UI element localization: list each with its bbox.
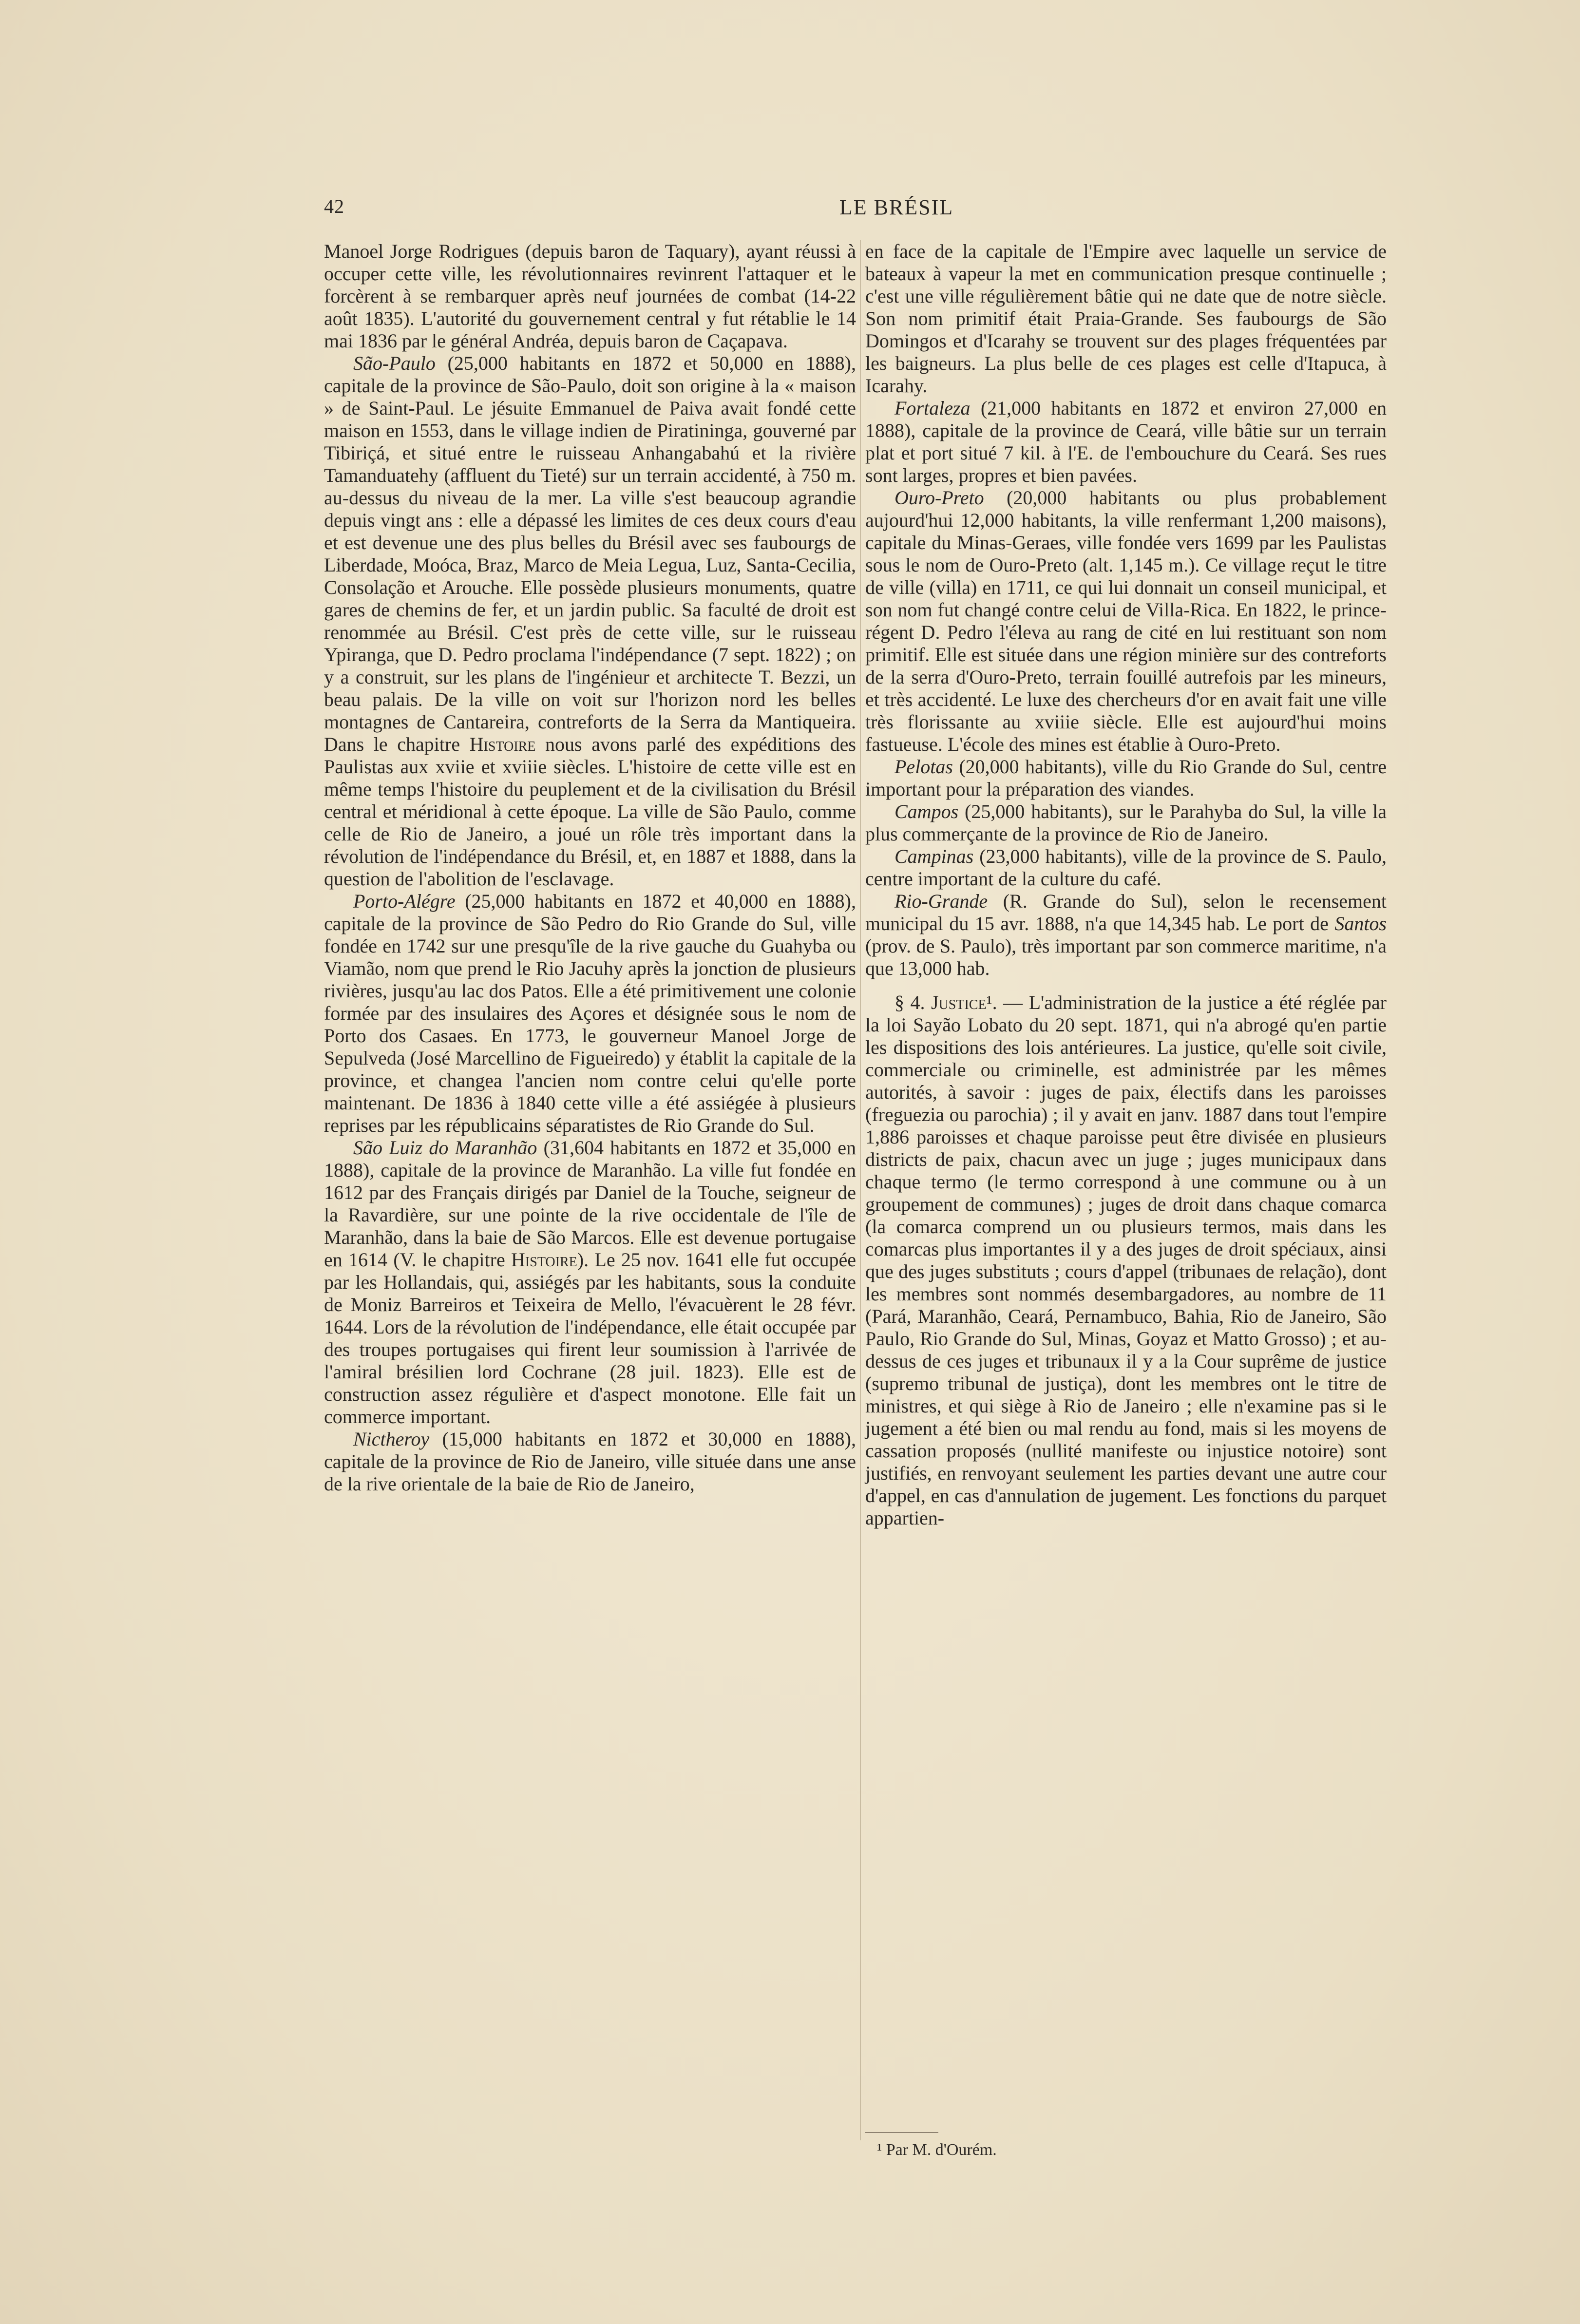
paragraph-ouro-preto: Ouro-Preto (20,000 habitants ou plus probablement aujourd'hui 12,000 habitants, la ville renfermant 1,200 maisons), capitale du Minas-Geraes, ville fondée vers 1699 par les Paulistas sous le nom de Ouro-Preto (alt. 1,145 m.). Ce village reçut le titre de ville (villa) en 1711, ce qui lui donnait un conseil municipal, et son nom fut changé contre celui de Villa-Rica. En 1822, le prince-régent D. Pedro l'éleva au rang de cité en lui restituant son nom primitif. Elle est située dans une région minière sur des contreforts de la serra d'Ouro-Preto, terrain fouillé autrefois par les mineurs, et très accidenté. Le luxe des chercheurs d'or en avait fait une ville très florissante au xviiie siècle. Elle est aujourd'hui moins fastueuse. L'école des mines est établie à Ouro-Preto. [865,487,1387,755]
footnote: ¹ Par M. d'Ourém. [877,2141,997,2159]
right-column [865,240,1387,1529]
place-name: Pelotas [895,756,953,778]
column-divider [860,240,861,2140]
place-name: São-Paulo [353,352,436,374]
paragraph-campos: Campos (25,000 habitants), sur le Parahyba do Sul, la ville la plus commerçante de la province de Rio de Janeiro. [865,800,1387,845]
place-name: Campinas [895,845,974,867]
paragraph-sao-luiz: São Luiz do Maranhão (31,604 habitants en 1872 et 35,000 en 1888), capitale de la province de Maranhão. La ville fut fondée en 1612 par des Français dirigés par Daniel de la Touche, seigneur de la Ravardière, sur une pointe de la rive occidentale de l'île de Maranhão, dans la baie de São Marcos. Elle est devenue portugaise en 1614 (V. le chapitre Histoire). Le 25 nov. 1641 elle fut occupée par les Hollandais, qui, assiégés par les habitants, sous la conduite de Moniz Barreiros et Teixeira de Mello, l'évacuèrent le 28 févr. 1644. Lors de la révolution de l'indépendance, elle était occupée par des troupes portugaises qui firent leur soumission à l'arrivée de l'amiral brésilien lord Cochrane (28 juil. 1823). Elle est de construction assez régulière et d'aspect monotone. Elle fait un commerce important. [324,1137,857,1428]
paragraph-sao-paulo: São-Paulo (25,000 habitants en 1872 et 50,000 en 1888), capitale de la province de São-Paulo, doit son origine à la « maison » de Saint-Paul. Le jésuite Emmanuel de Paiva avait fondé cette maison en 1553, dans le village indien de Piratininga, gouverné par Tibiriçá, et situé entre le ruisseau Anhangabahú et la rivière Tamanduatehy (affluent du Tieté) sur un terrain accidenté, à 750 m. au-dessus du niveau de la mer. La ville s'est beaucoup agrandie depuis vingt ans : elle a dépassé les limites de ces deux cours d'eau et est devenue une des plus belles du Brésil avec ses faubourgs de Liberdade, Moóca, Braz, Marco de Meia Legua, Luz, Santa-Cecilia, Consolação et Arouche. Elle possède plusieurs monuments, quatre gares de chemins de fer, et un jardin public. Sa faculté de droit est renommée au Brésil. C'est près de cette ville, sur le ruisseau Ypiranga, que D. Pedro proclama l'indépendance (7 sept. 1822) ; on y a construit, sur les plans de l'ingénieur et architecte T. Bezzi, un beau palais. De la ville on voit sur l'horizon nord les belles montagnes de Cantareira, contreforts de la Serra da Mantiqueira. Dans le chapitre Histoire nous avons parlé des expéditions des Paulistas aux xviie et xviiie siècles. L'histoire de cette ville est en même temps l'histoire du peuplement et de la civilisation du Brésil central et méridional à cette époque. La ville de São Paulo, comme celle de Rio de Janeiro, a joué un rôle très important dans la révolution de l'indépendance du Brésil, et, en 1887 et 1888, dans la question de l'abolition de l'esclavage. [324,352,856,890]
place-name: Campos [895,800,959,822]
paragraph-fortaleza: Fortaleza (21,000 habitants en 1872 et environ 27,000 en 1888), capitale de la province de Ceará, ville bâtie sur un terrain plat et port situé 7 kil. à l'E. de l'embouchure du Ceará. Ses rues sont larges, propres et bien pavées. [865,397,1387,486]
paragraph-porto-alegre: Porto-Alégre (25,000 habitants en 1872 et 40,000 en 1888), capitale de la province de São Pedro do Rio Grande do Sul, ville fondée en 1742 sur une presqu'île de la rive gauche du Guahyba ou Viamão, nom que prend le Rio Jacuhy après la jonction de plusieurs rivières, jusqu'au lac dos Patos. Elle a été primitivement une colonie formée par des insulaires des Açores et désignée sous le nom de Porto dos Casaes. En 1773, le gouverneur Manoel Jorge de Sepulveda (José Marcellino de Figueiredo) y établit la capitale de la province, et changea l'ancien nom contre celui qu'elle porte maintenant. De 1836 à 1840 cette ville a été assiégée à plusieurs reprises par les républicains séparatistes de Rio Grande do Sul. [324,890,856,1136]
chapter-ref: Histoire [469,733,536,755]
paragraph: Manoel Jorge Rodrigues (depuis baron de Taquary), ayant réussi à occuper cette ville, les révolutionnaires revinrent l'attaquer et le forcèrent à se rembarquer après neuf journées de combat (14-22 août 1835). L'autorité du gouvernement central y fut rétablie le 14 mai 1836 par le général Andréa, depuis baron de Caçapava. [324,240,856,352]
footnote-rule [865,2132,938,2133]
place-name: Santos [1334,913,1387,934]
paragraph-nictheroy: Nictheroy (15,000 habitants en 1872 et 30,000 en 1888), capitale de la province de Rio de Janeiro, ville située dans une anse de la rive orientale de la baie de Rio de Janeiro, [324,1428,856,1495]
place-name: Ouro-Preto [895,487,984,509]
place-name: Nictheroy [353,1428,430,1450]
place-name: Fortaleza [895,397,971,419]
section-title: Justice [931,991,987,1013]
place-name: Porto-Alégre [353,890,456,912]
section-justice: § 4. Justice¹. — L'administration de la justice a été réglée par la loi Sayão Lobato du 20 sept. 1871, qui n'a abrogé qu'en partie les dispositions des lois antérieures. La justice, qu'elle soit civile, commerciale ou criminelle, est administrée par les mêmes autorités, à savoir : juges de paix, électifs dans les paroisses (freguezia ou parochia) ; il y avait en janv. 1887 dans tout l'empire 1,886 paroisses et chaque paroisse peut être divisée en plusieurs districts de paix, chacun avec un juge ; juges municipaux dans chaque termo (le termo correspond à une commune ou à un groupement de communes) ; juges de droit dans chaque comarca (la comarca comprend un ou plusieurs termos, mais dans les comarcas plus importantes il y a des juges de droit spéciaux, ainsi que des juges substituts ; cours d'appel (tribunaes de relação), dont les membres sont nommés desembargadores, au nombre de 11 (Pará, Maranhão, Ceará, Pernambuco, Bahia, Rio de Janeiro, São Paulo, Rio Grande do Sul, Minas, Goyaz et Matto Grosso) ; et au-dessus de ces juges et tribunaux il y a la Cour suprême de justice (supremo tribunal de justiça), dont les membres ont le titre de ministres, et qui siège à Rio de Janeiro ; elle n'examine pas si le jugement a été bien ou mal rendu au fond, mais si les moyens de cassation proposés (nullité manifeste ou injustice notoire) sont justifiés, en renvoyant seulement les parties devant une autre cour d'appel, en cas d'annulation de jugement. Les fonctions du parquet appartien- [865,991,1387,1529]
paragraph: en face de la capitale de l'Empire avec laquelle un service de bateaux à vapeur la met en communication presque continuelle ; c'est une ville régulièrement bâtie qui ne date que de notre siècle. Son nom primitif était Praia-Grande. Ses faubourgs de São Domingos et d'Icarahy se trouvent sur des plages fréquentées par les baigneurs. La plus belle de ces plages est celle d'Itapuca, à Icarahy. [865,240,1387,397]
paragraph-rio-grande: Rio-Grande (R. Grande do Sul), selon le recensement municipal du 15 avr. 1888, n'a que 14,345 hab. Le port de Santos (prov. de S. Paulo), très important par son commerce maritime, n'a que 13,000 hab. [865,890,1387,979]
left-column [324,240,856,1495]
place-name: Rio-Grande [895,890,988,912]
page-number: 42 [324,195,344,217]
place-name: São Luiz do Maranhão [353,1137,537,1159]
paragraph-pelotas: Pelotas (20,000 habitants), ville du Rio Grande do Sul, centre important pour la préparation des viandes. [865,756,1387,800]
running-head: LE BRÉSIL [839,195,954,219]
paragraph-campinas: Campinas (23,000 habitants), ville de la province de S. Paulo, centre important de la culture du café. [865,845,1387,890]
chapter-ref: Histoire [511,1249,577,1271]
